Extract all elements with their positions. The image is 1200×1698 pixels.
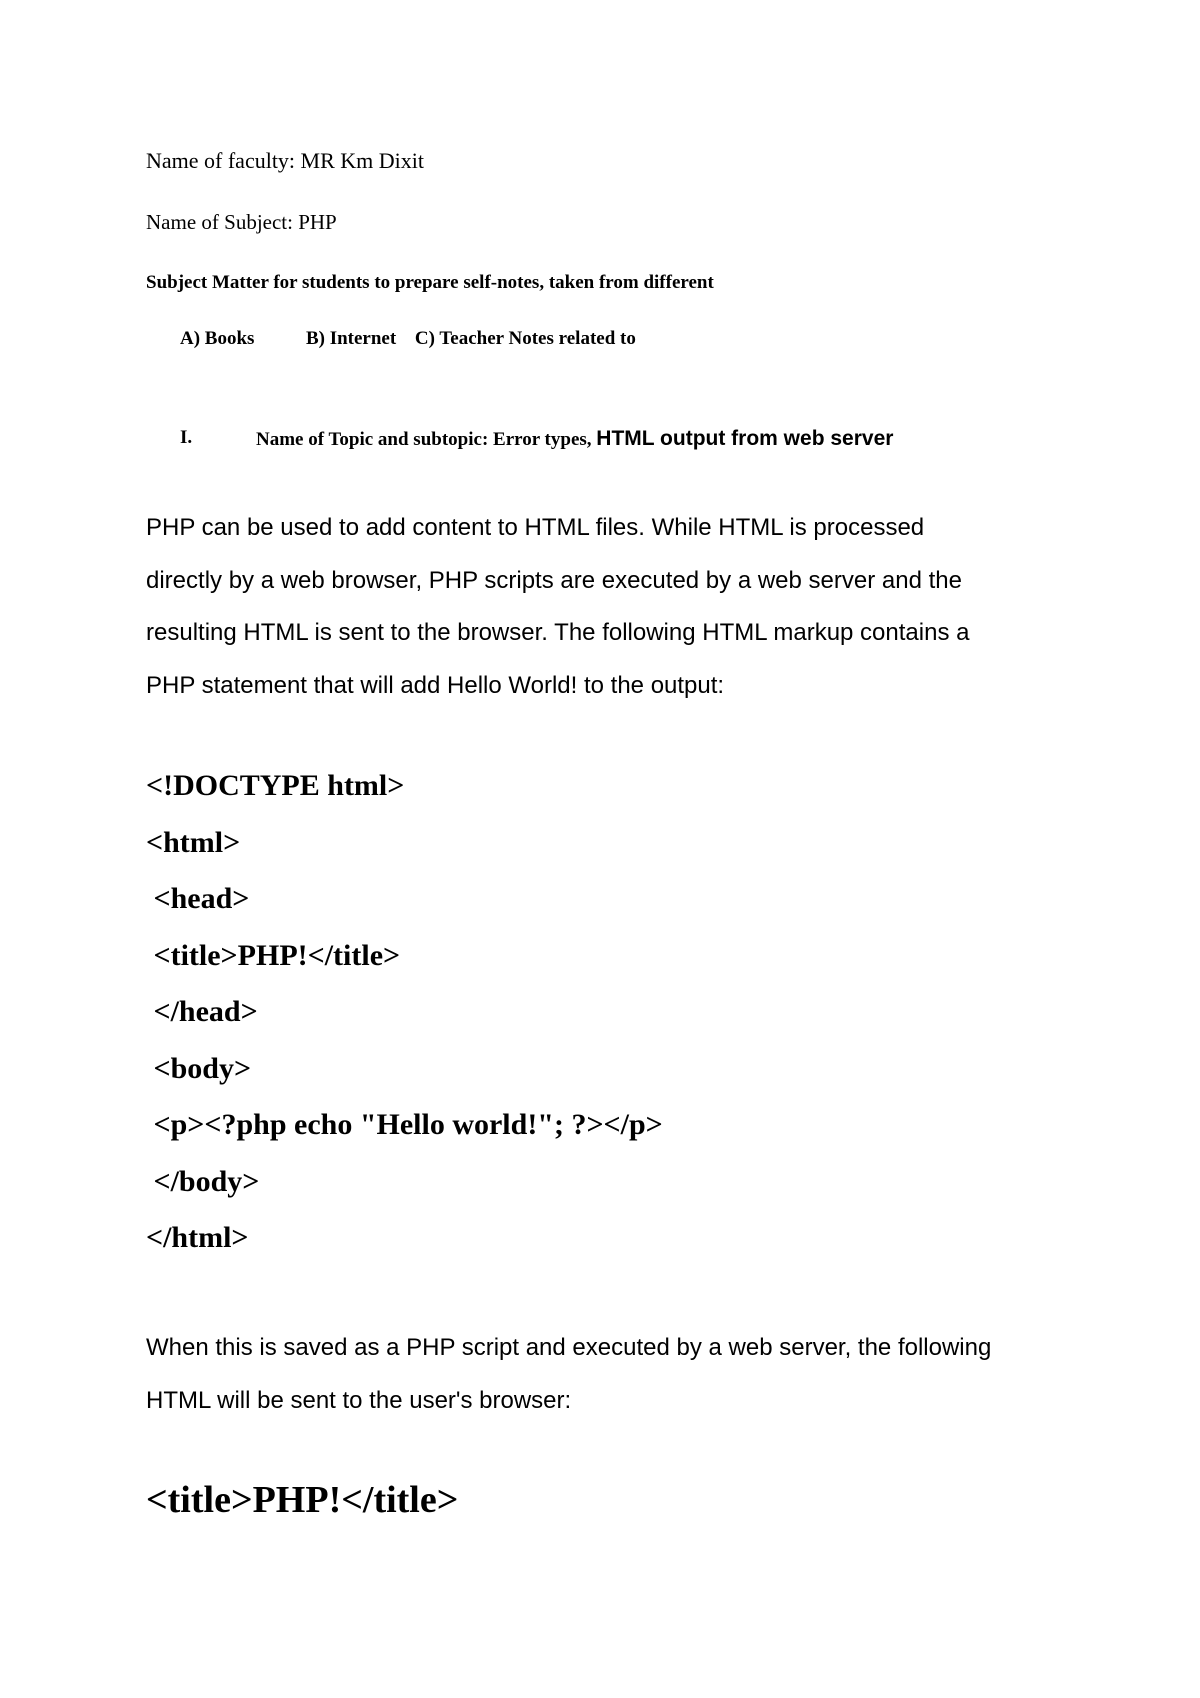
source-internet: B) Internet [305,328,397,349]
code-line: <p><?php echo "Hello world!"; ?></p> [146,1108,663,1141]
output-title-code: <title>PHP!</title> [146,1479,459,1521]
code-line: </head> [146,995,258,1028]
code-line: <!DOCTYPE html> [146,769,405,802]
code-line: <html> [146,825,241,859]
paragraph-line: resulting HTML is sent to the browser. The following HTML markup contains a [146,619,970,646]
paragraph-line: PHP can be used to add content to HTML files. While HTML is processed [146,514,925,541]
topic-label: Name of Topic and subtopic: Error types, [256,429,592,450]
code-sample [146,758,663,1267]
subject-matter: Subject Matter for students to prepare self-notes, taken from different [146,272,714,293]
code-line: <head> [146,882,250,915]
output-paragraph [146,1322,1076,1427]
topic-heading [256,427,893,451]
code-line: <body> [146,1051,252,1085]
topic-number: I. [180,427,193,448]
source-teacher-notes: C) Teacher Notes related to [414,328,636,349]
intro-paragraph [146,502,1076,712]
code-line: <title>PHP!</title> [146,938,401,972]
subject-name: Name of Subject: PHP [146,210,337,234]
paragraph-line: When this is saved as a PHP script and executed by a web server, the following [146,1334,992,1361]
code-line: </body> [146,1164,260,1198]
paragraph-line: directly by a web browser, PHP scripts are executed by a web server and the [146,566,962,594]
sources-list [180,328,650,350]
topic-subtopic: HTML output from web server [596,427,894,450]
faculty-name: Name of faculty: MR Km Dixit [146,148,425,173]
paragraph-line: HTML will be sent to the user's browser: [146,1386,572,1414]
paragraph-line: PHP statement that will add Hello World! to the output: [146,671,725,699]
source-books: A) Books [180,328,255,349]
code-line: </html> [146,1221,249,1254]
